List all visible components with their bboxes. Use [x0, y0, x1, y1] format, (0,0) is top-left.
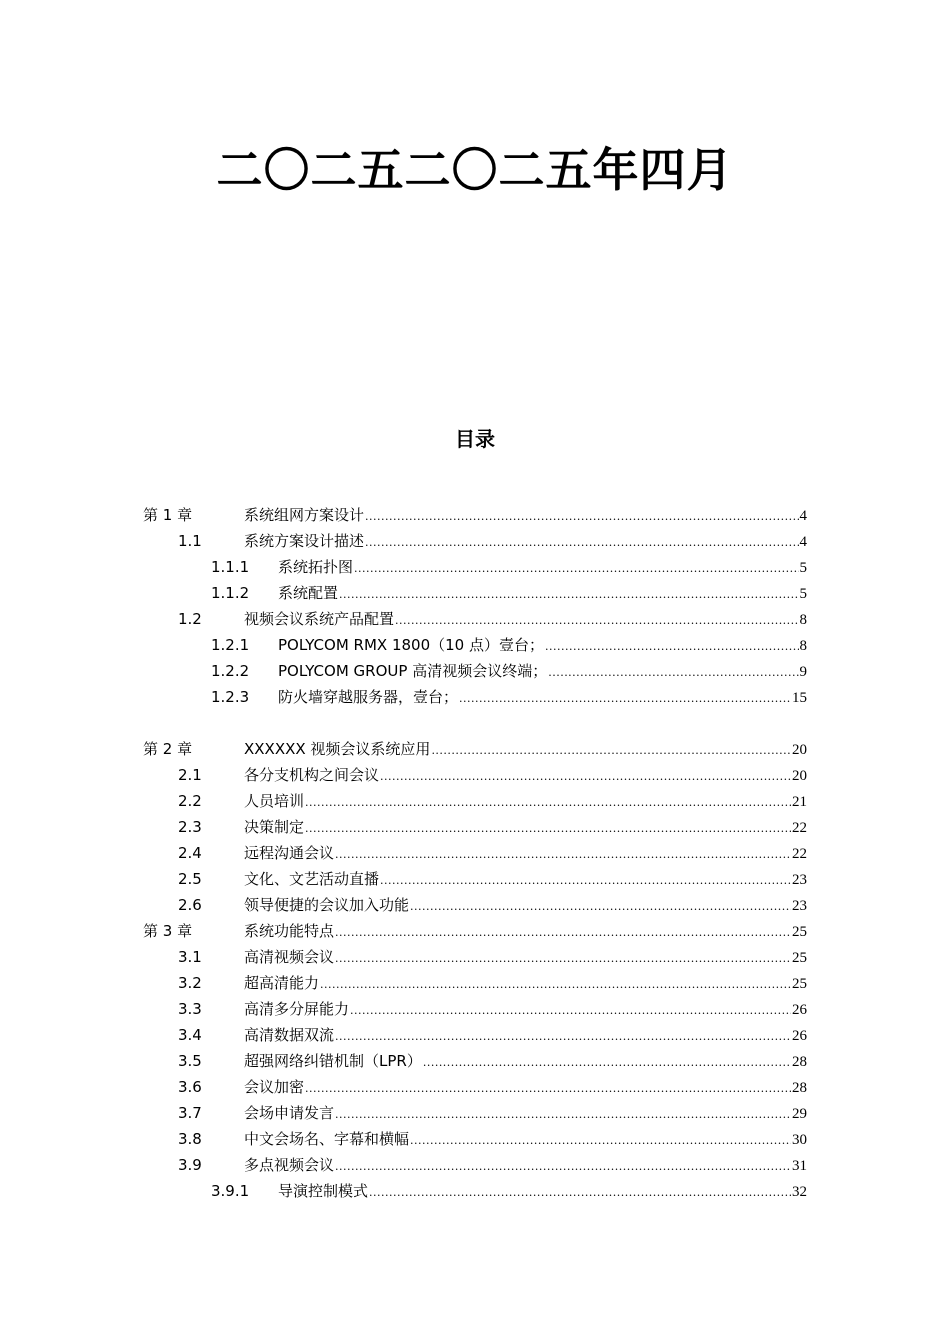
toc-entry[interactable]	[143, 788, 807, 814]
toc-entry-page-number: 28	[792, 1080, 807, 1096]
toc-entry-title: 系统组网方案设计	[244, 506, 365, 524]
toc-entry-number: 第 1 章	[143, 506, 193, 524]
toc-entry-body	[244, 1022, 807, 1048]
toc-dot-leader	[423, 1050, 791, 1076]
toc-dot-leader	[335, 946, 791, 972]
toc-entry-number: 第 3 章	[143, 922, 193, 940]
toc-dot-leader	[431, 738, 791, 764]
toc-entry[interactable]	[143, 1074, 807, 1100]
toc-dot-leader	[335, 920, 791, 946]
toc-entry-title: 各分支机构之间会议	[244, 766, 380, 784]
toc-entry[interactable]	[143, 606, 807, 632]
toc-entry[interactable]	[143, 1048, 807, 1074]
toc-dot-leader	[410, 1128, 791, 1154]
toc-entry[interactable]	[143, 840, 807, 866]
toc-entry-number: 2.2	[178, 792, 202, 810]
toc-entry[interactable]	[143, 632, 807, 658]
toc-entry-body	[278, 632, 807, 658]
toc-entry-title: 远程沟通会议	[244, 844, 335, 862]
toc-entry-title: 高清多分屏能力	[244, 1000, 350, 1018]
toc-entry-number: 1.2.1	[211, 636, 250, 654]
toc-dot-leader	[365, 530, 798, 556]
toc-entry-body	[244, 918, 807, 944]
toc-entry-title: 文化、文艺活动直播	[244, 870, 380, 888]
toc-dot-leader	[395, 608, 798, 634]
toc-entry-page-number: 9	[799, 664, 807, 680]
toc-heading: 目录	[455, 427, 495, 451]
toc-entry-title: 中文会场名、字幕和横幅	[244, 1130, 410, 1148]
toc-entry-number: 3.2	[178, 974, 202, 992]
toc-entry-page-number: 23	[792, 872, 807, 888]
toc-entry[interactable]	[143, 502, 807, 528]
toc-entry-body	[244, 1152, 807, 1178]
toc-entry-body	[244, 840, 807, 866]
toc-entry-title: 防火墙穿越服务器，壹台；	[278, 688, 459, 706]
toc-entry-title: 会场申请发言	[244, 1104, 335, 1122]
toc-entry-title: 决策制定	[244, 818, 305, 836]
toc-entry-body	[244, 996, 807, 1022]
toc-entry-body	[244, 1048, 807, 1074]
toc-entry-number: 1.2.3	[211, 688, 250, 706]
toc-entry-body	[278, 658, 807, 684]
toc-entry-page-number: 4	[799, 508, 807, 524]
toc-entry-number: 2.6	[178, 896, 202, 914]
toc-entry-body	[278, 684, 807, 710]
toc-entry-body	[244, 1126, 807, 1152]
toc-dot-leader	[459, 686, 791, 712]
toc-entry-body	[244, 528, 807, 554]
toc-entry-page-number: 5	[799, 560, 807, 576]
toc-entry-number: 3.8	[178, 1130, 202, 1148]
toc-entry-page-number: 28	[792, 1054, 807, 1070]
toc-entry[interactable]	[143, 1100, 807, 1126]
toc-entry[interactable]	[143, 684, 807, 710]
toc-dot-leader	[335, 1024, 791, 1050]
toc-entry-title: 领导便捷的会议加入功能	[244, 896, 410, 914]
toc-entry-title: 导演控制模式	[278, 1182, 369, 1200]
toc-entry-title: POLYCOM RMX 1800（10 点）壹台；	[278, 636, 544, 654]
toc-dot-leader	[305, 816, 791, 842]
toc-entry-page-number: 25	[792, 976, 807, 992]
toc-entry-body	[244, 944, 807, 970]
toc-entry-page-number: 22	[792, 846, 807, 862]
toc-entry-number: 3.5	[178, 1052, 202, 1070]
toc-entry-number: 3.4	[178, 1026, 202, 1044]
toc-entry[interactable]	[143, 814, 807, 840]
toc-entry-number: 2.5	[178, 870, 202, 888]
date-title: 二〇二五二〇二五年四月	[216, 143, 734, 197]
toc-entry-title: XXXXXX 视频会议系统应用	[244, 740, 431, 758]
toc-entry-page-number: 22	[792, 820, 807, 836]
toc-dot-leader	[339, 582, 798, 608]
toc-entry-body	[244, 814, 807, 840]
toc-entry-title: 高清视频会议	[244, 948, 335, 966]
toc-entry-page-number: 5	[799, 586, 807, 602]
toc-dot-leader	[365, 504, 798, 530]
toc-entry[interactable]	[143, 658, 807, 684]
toc-entry-page-number: 25	[792, 924, 807, 940]
toc-dot-leader	[320, 972, 791, 998]
toc-entry-page-number: 20	[792, 768, 807, 784]
toc-entry-page-number: 4	[799, 534, 807, 550]
toc-entry-title: 系统方案设计描述	[244, 532, 365, 550]
toc-entry-title: 系统拓扑图	[278, 558, 354, 576]
toc-entry-title: POLYCOM GROUP 高清视频会议终端；	[278, 662, 548, 680]
toc-dot-leader	[380, 764, 791, 790]
toc-entry-number: 3.9.1	[211, 1182, 250, 1200]
toc-entry-title: 超强网络纠错机制（LPR）	[244, 1052, 422, 1070]
toc-entry-number: 3.3	[178, 1000, 202, 1018]
toc-dot-leader	[354, 556, 798, 582]
toc-entry-page-number: 30	[792, 1132, 807, 1148]
toc-entry-number: 3.9	[178, 1156, 202, 1174]
toc-entry-number: 2.4	[178, 844, 202, 862]
toc-entry-body	[244, 892, 807, 918]
toc-entry-page-number: 8	[799, 638, 807, 654]
toc-entry-body	[278, 580, 807, 606]
toc-entry-body	[244, 762, 807, 788]
toc-entry-body	[244, 606, 807, 632]
toc-entry-page-number: 23	[792, 898, 807, 914]
toc-entry[interactable]	[143, 892, 807, 918]
toc-entry[interactable]	[143, 996, 807, 1022]
toc-entry-title: 系统配置	[278, 584, 339, 602]
toc-entry-title: 人员培训	[244, 792, 305, 810]
toc-entry[interactable]	[143, 762, 807, 788]
toc-entry-number: 1.2	[178, 610, 202, 628]
toc-entry-number: 3.7	[178, 1104, 202, 1122]
toc-entry-number: 1.1.1	[211, 558, 250, 576]
toc-entry[interactable]	[143, 1022, 807, 1048]
toc-entry-page-number: 20	[792, 742, 807, 758]
toc-entry-body	[244, 502, 807, 528]
table-of-contents	[143, 502, 807, 1204]
toc-entry-page-number: 32	[792, 1184, 807, 1200]
toc-entry-number: 3.1	[178, 948, 202, 966]
toc-entry[interactable]	[143, 554, 807, 580]
toc-entry-title: 多点视频会议	[244, 1156, 335, 1174]
toc-entry-page-number: 21	[792, 794, 807, 810]
toc-entry-number: 2.3	[178, 818, 202, 836]
toc-entry-number: 1.2.2	[211, 662, 250, 680]
toc-entry-body	[244, 788, 807, 814]
toc-entry-body	[244, 970, 807, 996]
toc-dot-leader	[369, 1180, 791, 1206]
toc-entry-page-number: 31	[792, 1158, 807, 1174]
toc-entry-body	[244, 1100, 807, 1126]
toc-dot-leader	[350, 998, 791, 1024]
toc-entry-number: 2.1	[178, 766, 202, 784]
toc-entry-body	[244, 1074, 807, 1100]
toc-entry-page-number: 25	[792, 950, 807, 966]
toc-entry-number: 1.1	[178, 532, 202, 550]
toc-dot-leader	[410, 894, 791, 920]
toc-dot-leader	[335, 842, 791, 868]
toc-entry-body	[278, 554, 807, 580]
toc-entry-number: 3.6	[178, 1078, 202, 1096]
toc-entry[interactable]	[143, 944, 807, 970]
toc-entry[interactable]	[143, 736, 807, 762]
toc-entry-page-number: 15	[792, 690, 807, 706]
toc-entry-title: 超高清能力	[244, 974, 320, 992]
toc-entry[interactable]	[143, 580, 807, 606]
toc-dot-leader	[548, 660, 798, 686]
toc-entry-number: 1.1.2	[211, 584, 250, 602]
toc-dot-leader	[545, 634, 799, 660]
toc-entry-page-number: 26	[792, 1028, 807, 1044]
toc-entry-page-number: 8	[799, 612, 807, 628]
toc-entry-title: 会议加密	[244, 1078, 305, 1096]
toc-entry-body	[244, 866, 807, 892]
toc-entry[interactable]	[143, 918, 807, 944]
toc-entry[interactable]	[143, 1152, 807, 1178]
toc-entry[interactable]	[143, 866, 807, 892]
toc-dot-leader	[305, 790, 791, 816]
toc-entry-page-number: 29	[792, 1106, 807, 1122]
toc-entry-title: 系统功能特点	[244, 922, 335, 940]
toc-entry[interactable]	[143, 1126, 807, 1152]
toc-dot-leader	[335, 1154, 791, 1180]
toc-entry[interactable]	[143, 528, 807, 554]
toc-entry-page-number: 26	[792, 1002, 807, 1018]
toc-entry[interactable]	[143, 970, 807, 996]
toc-entry-number: 第 2 章	[143, 740, 193, 758]
toc-entry[interactable]	[143, 1178, 807, 1204]
toc-dot-leader	[380, 868, 791, 894]
toc-entry-body	[244, 736, 807, 762]
toc-entry-title: 高清数据双流	[244, 1026, 335, 1044]
toc-entry-body	[278, 1178, 807, 1204]
toc-dot-leader	[335, 1102, 791, 1128]
toc-dot-leader	[305, 1076, 791, 1102]
toc-entry-title: 视频会议系统产品配置	[244, 610, 395, 628]
